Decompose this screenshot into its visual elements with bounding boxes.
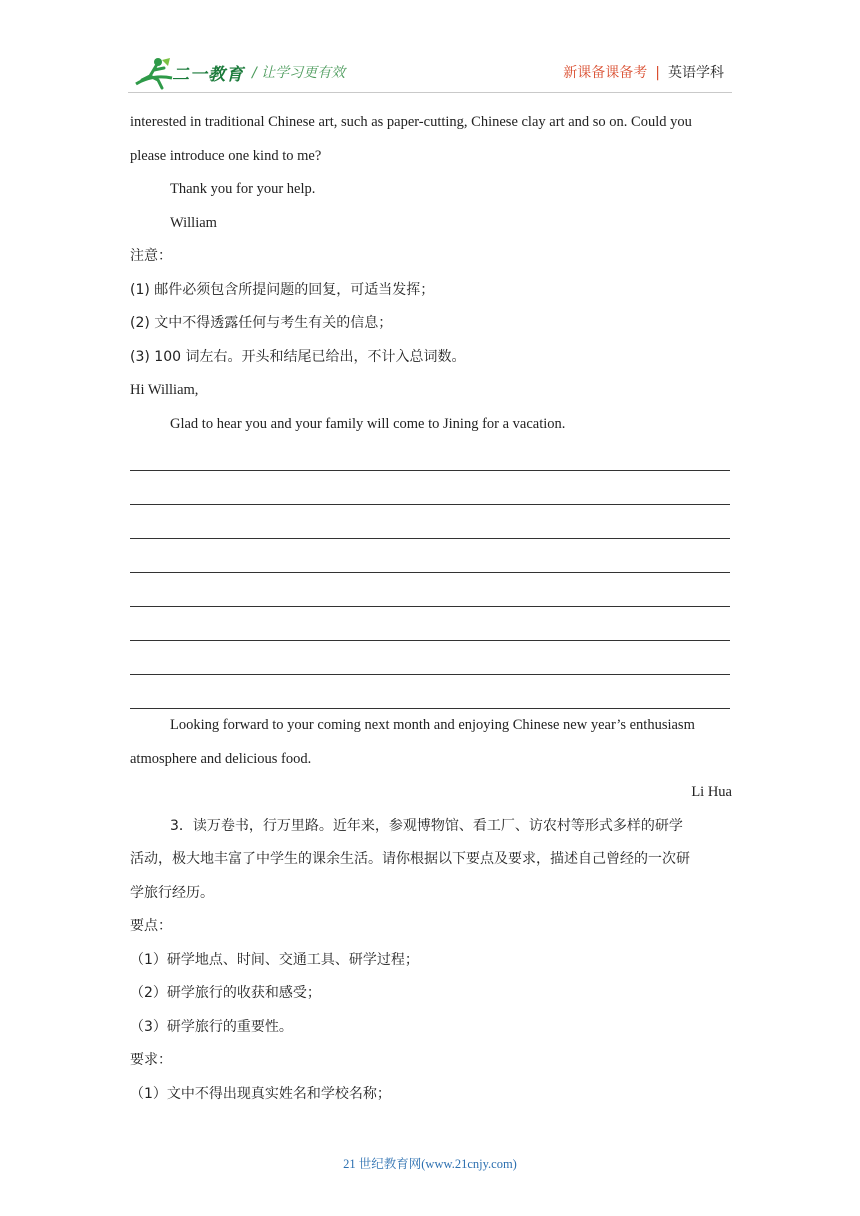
writing-line[interactable] [130,505,730,539]
point-item: （2）研学旅行的收获和感受； [130,985,321,1001]
writing-line[interactable] [130,471,730,505]
header-right [563,62,724,82]
writing-line[interactable] [130,441,730,471]
footer-link[interactable]: 21 世纪教育网(www.21cnjy.com) [343,1157,517,1171]
signature-william: William [170,214,217,231]
slogan: / 让学习更有效 [252,65,346,81]
point-item: （1）研学地点、时间、交通工具、研学过程； [130,951,419,968]
header-separator: | [655,65,660,81]
text-line: Thank you for your help. [170,181,316,197]
opening-sentence: Glad to hear you and your family will come to Jining for a vacation. [170,415,566,432]
requirements-heading: 要求： [130,1052,172,1068]
task3-line: 活动，极大地丰富了中学生的课余生活。请你根据以下要点及要求，描述自己曾经的一次研 [130,851,690,867]
writing-line[interactable] [130,573,730,607]
note-item: (3) 100 词左右。开头和结尾已给出，不计入总词数。 [130,348,466,365]
writing-line[interactable] [130,641,730,675]
note-item: (2) 文中不得透露任何与考生有关的信息； [130,315,393,331]
header-tagline: 新课备课备考 [563,65,648,81]
closing-sentence: Looking forward to your coming next month and enjoying Chinese new year’s enthusiasm [170,717,695,733]
logo-text: 二一教育 [172,65,244,85]
header-subject: 英语学科 [668,65,724,81]
greeting: Hi William, [130,382,199,398]
points-heading: 要点： [130,918,172,934]
point-item: （3）研学旅行的重要性。 [130,1018,293,1035]
writing-line[interactable] [130,675,730,709]
closing-sentence-cont: atmosphere and delicious food. [130,750,312,767]
note-item: (1) 邮件必须包含所提问题的回复，可适当发挥； [130,281,435,298]
writing-line[interactable] [130,539,730,573]
requirement-item: （1）文中不得出现真实姓名和学校名称； [130,1085,391,1102]
writing-line[interactable] [130,607,730,641]
document-body [130,106,732,1111]
notes-heading: 注意： [130,248,172,264]
text-line: please introduce one kind to me? [130,147,322,164]
text-line: interested in traditional Chinese art, such as paper-cutting, Chinese clay art and so on. Could you [130,114,692,130]
task3-line: 学旅行经历。 [130,884,214,901]
page-header [0,0,860,100]
signature-li-hua: Li Hua [691,784,732,800]
task3-line: 3．读万卷书，行万里路。近年来，参观博物馆、看工厂、访农村等形式多样的研学 [170,817,683,834]
header-divider [128,92,732,93]
